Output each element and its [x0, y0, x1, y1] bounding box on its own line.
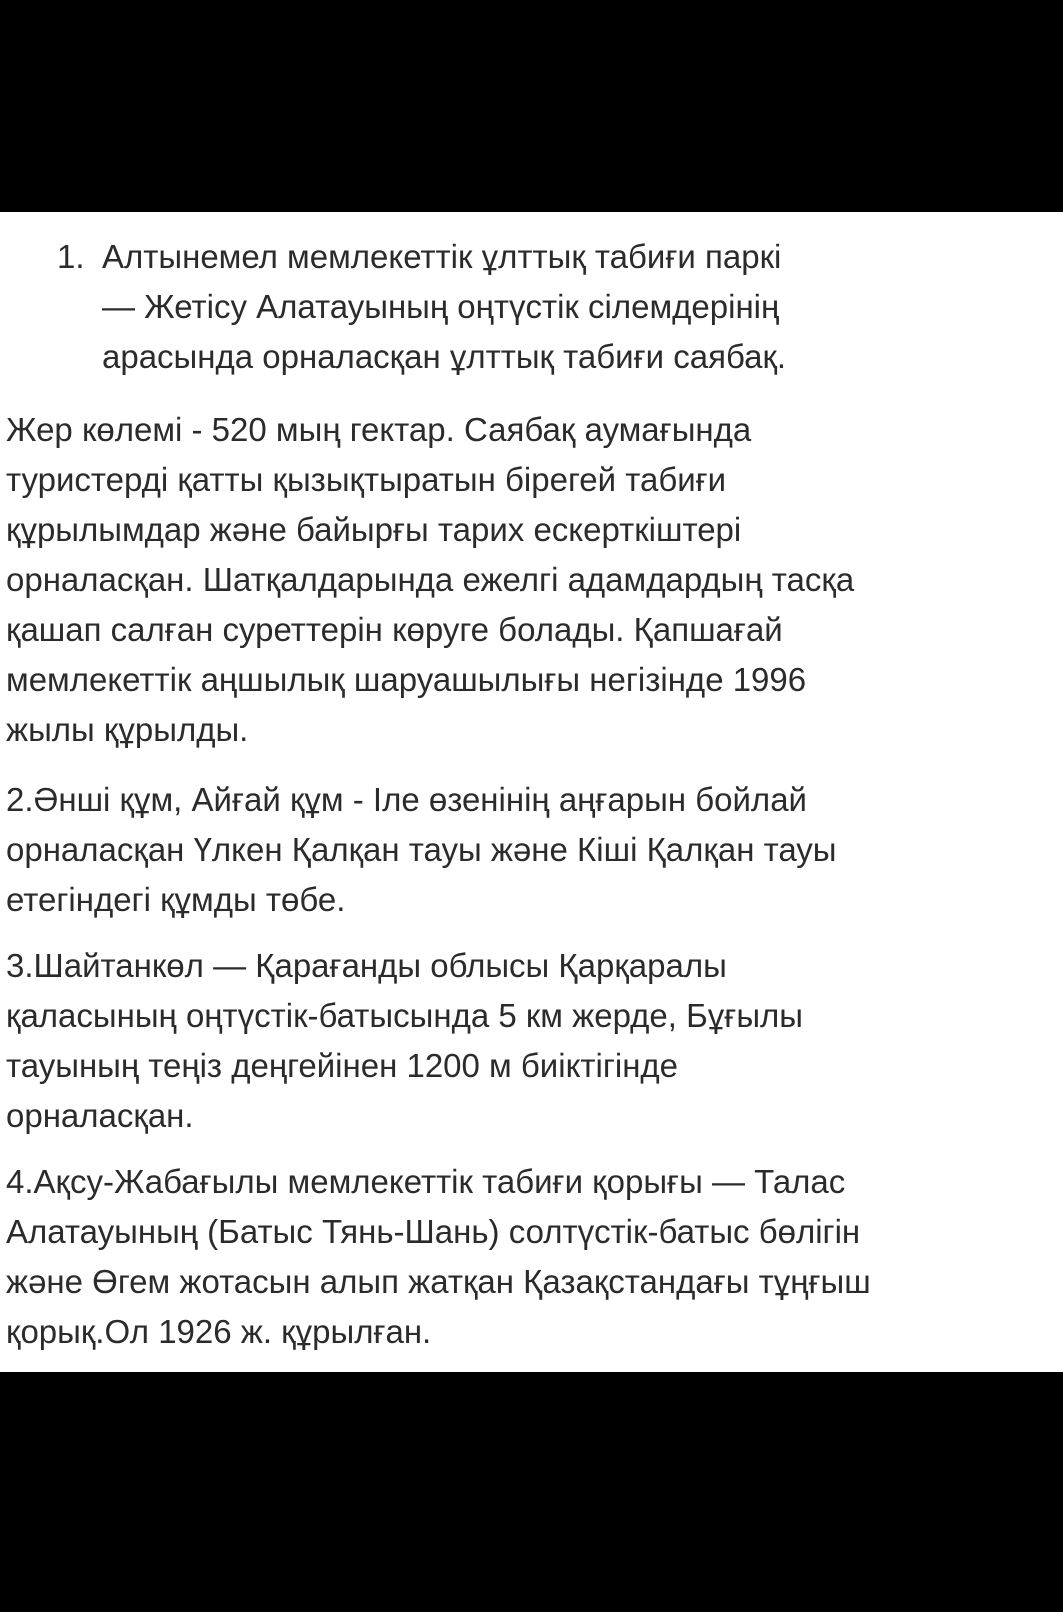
text-line: мемлекеттік аңшылық шаруашылығы негізінде 1996 [6, 661, 807, 698]
text-line: жылы құрылды. [6, 711, 249, 748]
paragraph-item-2 [6, 775, 1056, 925]
paragraph-park-details [6, 405, 1056, 755]
top-black-bar [0, 0, 1063, 212]
text-line: 4.Ақсу-Жабағылы мемлекеттік табиғи қорығы — Талас [6, 1163, 846, 1200]
text-line: Жер көлемі - 520 мың гектар. Саябақ аумағында [6, 411, 752, 448]
text-line: Алатауының (Батыс Тянь-Шань) солтүстік-батыс бөлігін [6, 1213, 861, 1250]
text-line: тауының теңіз деңгейінен 1200 м биіктігінде [6, 1047, 679, 1084]
paragraph-item-3 [6, 941, 1056, 1141]
text-line: етегіндегі құмды төбе. [6, 881, 346, 918]
text-line: арасында орналасқан ұлттық табиғи саябақ. [102, 338, 787, 375]
list-item-number: 1. [57, 238, 85, 275]
text-line: қашап салған суреттерін көруге болады. Қапшағай [6, 611, 783, 648]
document-text-area [0, 212, 1063, 1372]
text-line: құрылымдар және байырғы тарих ескерткіштері [6, 511, 742, 548]
list-item-text [102, 232, 786, 382]
text-line: орналасқан Үлкен Қалқан тауы және Кіші Қалқан тауы [6, 831, 837, 868]
text-line: орналасқан. Шатқалдарында ежелгі адамдардың тасқа [6, 561, 855, 598]
text-line: қорық.Ол 1926 ж. құрылған. [6, 1313, 432, 1350]
text-line: Алтынемел мемлекеттік ұлттық табиғи паркі [102, 238, 782, 275]
text-line: туристерді қатты қызықтыратын бірегей табиғи [6, 461, 727, 498]
paragraph-item-4 [6, 1157, 1056, 1357]
text-line: 2.Әнші құм, Айғай құм - Іле өзенінің аңғарын бойлай [6, 781, 807, 818]
text-line: — Жетісу Алатауының оңтүстік сілемдерінің [102, 288, 780, 325]
text-line: және Өгем жотасын алып жатқан Қазақстандағы тұңғыш [6, 1263, 871, 1300]
bottom-black-bar [0, 1372, 1063, 1612]
text-line: қаласының оңтүстік-батысында 5 км жерде, Бұғылы [6, 997, 804, 1034]
text-line: 3.Шайтанкөл — Қарағанды облысы Қарқаралы [6, 947, 727, 984]
text-line: орналасқан. [6, 1097, 194, 1134]
